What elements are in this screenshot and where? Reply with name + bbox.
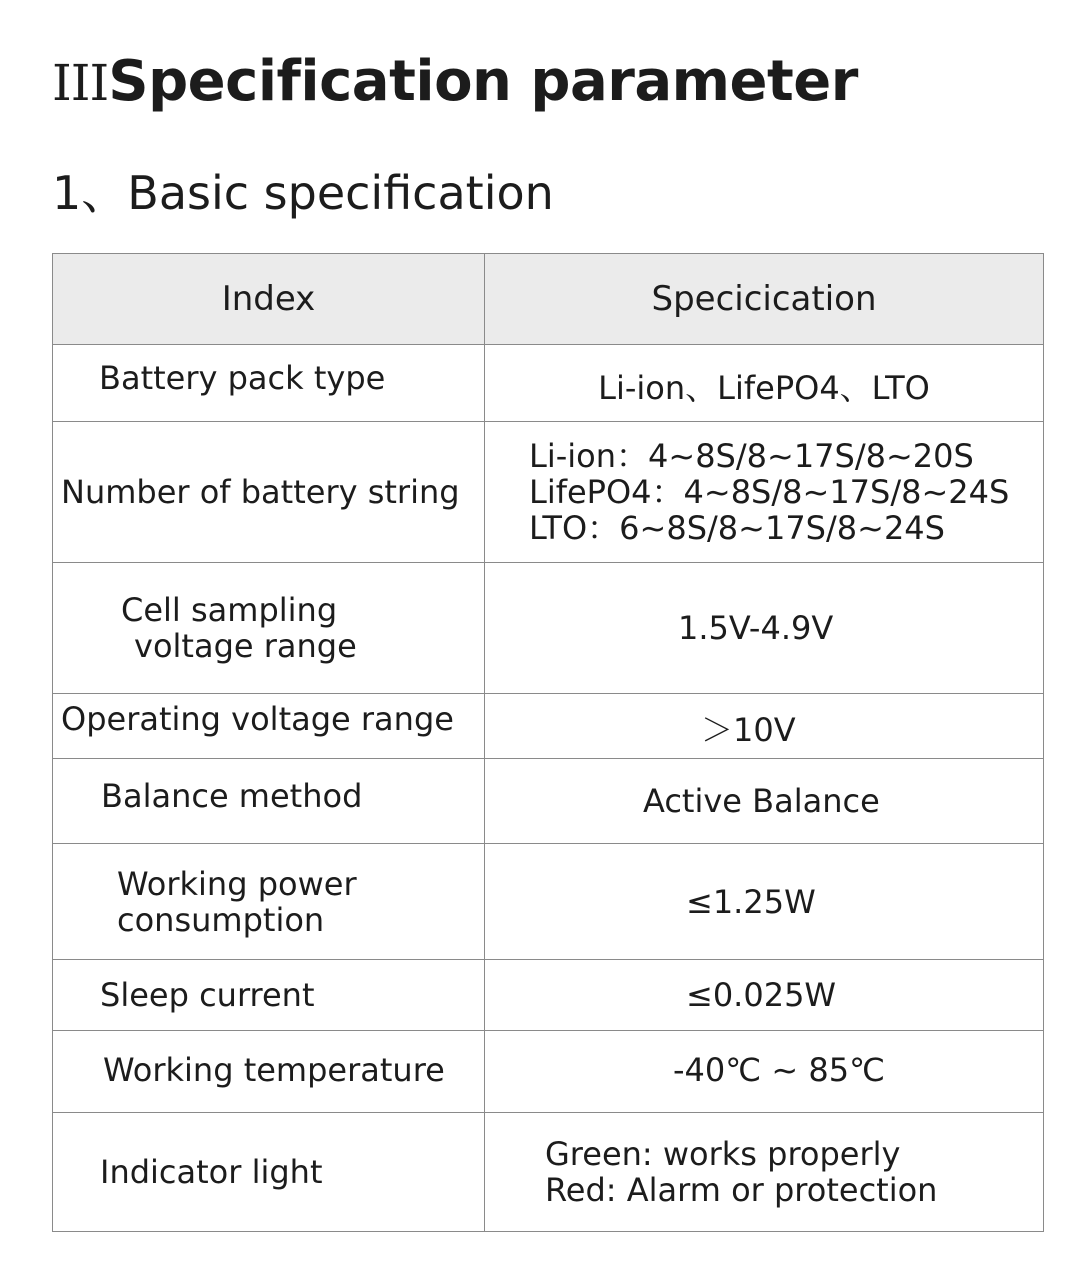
index-cell: Battery pack type bbox=[53, 345, 485, 422]
section-heading: 1、Basic specification bbox=[52, 166, 554, 220]
index-cell: Working temperature bbox=[53, 1031, 485, 1113]
table-row bbox=[53, 1113, 1044, 1232]
table-header-row bbox=[53, 254, 1044, 345]
spec-cell: Li-ion、LifePO4、LTO bbox=[485, 345, 1044, 422]
index-cell: Working power consumption bbox=[53, 844, 485, 960]
spec-cell: ≤0.025W bbox=[485, 960, 1044, 1031]
index-cell: Balance method bbox=[53, 759, 485, 844]
index-cell: Operating voltage range bbox=[53, 694, 485, 759]
index-cell: Cell sampling voltage range bbox=[53, 563, 485, 694]
index-cell: Number of battery string bbox=[53, 422, 485, 563]
spec-cell: ≤1.25W bbox=[485, 844, 1044, 960]
spec-cell: 1.5V-4.9V bbox=[485, 563, 1044, 694]
column-header-specification: Specicication bbox=[485, 254, 1044, 345]
spec-cell: -40℃ ~ 85℃ bbox=[485, 1031, 1044, 1113]
table-row bbox=[53, 422, 1044, 563]
table-row bbox=[53, 1031, 1044, 1113]
table-row bbox=[53, 563, 1044, 694]
specification-table bbox=[52, 253, 1044, 1232]
spec-cell: Li-ion：4~8S/8~17S/8~20S LifePO4：4~8S/8~17S/8~24S LTO：6~8S/8~17S/8~24S bbox=[485, 422, 1044, 563]
table-row bbox=[53, 694, 1044, 759]
index-cell: Sleep current bbox=[53, 960, 485, 1031]
table-row bbox=[53, 960, 1044, 1031]
spec-cell: Green: works properly Red: Alarm or protection bbox=[485, 1113, 1044, 1232]
index-cell: Indicator light bbox=[53, 1113, 485, 1232]
spec-cell: Active Balance bbox=[485, 759, 1044, 844]
page-title bbox=[52, 42, 858, 122]
page-title-text: Specification parameter bbox=[108, 49, 858, 114]
spec-cell: ＞10V bbox=[485, 694, 1044, 759]
section-numeral: III bbox=[52, 54, 109, 112]
table-row bbox=[53, 345, 1044, 422]
column-header-index: Index bbox=[53, 254, 485, 345]
table-row bbox=[53, 759, 1044, 844]
table-row bbox=[53, 844, 1044, 960]
